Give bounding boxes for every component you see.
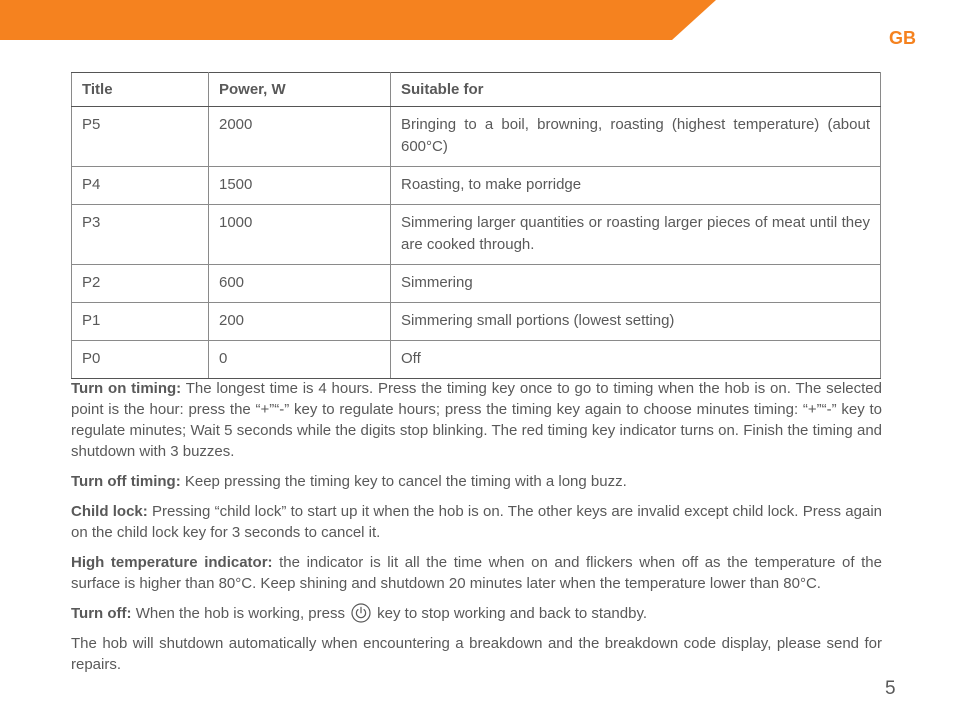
cell-power: 1500 [209, 167, 391, 205]
paragraph-breakdown [71, 633, 882, 675]
text-turn-off-before: When the hob is working, press [131, 605, 345, 622]
cell-title: P5 [72, 107, 209, 167]
power-settings-table [71, 72, 881, 379]
text-turn-on-timing: The longest time is 4 hours. Press the timing key once to go to timing when the hob is on. The selected point is the hour: press the “+”“-” key to regulate hours; press the timing key again to choose minutes timing: “+”“-” key to regulate minutes; Wait 5 seconds while the digits stop blinking. The red timing key indicator turns on. Finish the timing and shutdown with 3 buzzes. [71, 380, 882, 460]
label-turn-off: Turn off: [71, 605, 132, 622]
text-breakdown: The hob will shutdown automatically when encountering a breakdown and the breakdown code display, please send for repairs. [71, 635, 882, 673]
cell-power: 2000 [209, 107, 391, 167]
cell-power: 200 [209, 303, 391, 341]
cell-power: 600 [209, 265, 391, 303]
cell-suitable: Roasting, to make porridge [391, 167, 881, 205]
label-turn-on-timing: Turn on timing: [71, 380, 182, 397]
text-child-lock: Pressing “child lock” to start up it when the hob is on. The other keys are invalid except child lock. Press again on the child lock key for 3 seconds to cancel it. [71, 503, 882, 541]
cell-title: P3 [72, 205, 209, 265]
instructions-body [71, 378, 882, 684]
paragraph-turn-off [71, 603, 882, 624]
cell-power: 1000 [209, 205, 391, 265]
cell-suitable: Simmering small portions (lowest setting) [391, 303, 881, 341]
text-turn-off-timing: Keep pressing the timing key to cancel the timing with a long buzz. [180, 473, 627, 490]
table-row [72, 303, 881, 341]
label-child-lock: Child lock: [71, 503, 148, 520]
header-title: Title [72, 73, 209, 107]
cell-title: P1 [72, 303, 209, 341]
cell-title: P0 [72, 341, 209, 379]
paragraph-high-temp [71, 552, 882, 594]
language-label: GB [889, 28, 916, 48]
label-high-temp: High temperature indicator: [71, 554, 273, 571]
cell-title: P4 [72, 167, 209, 205]
table-row [72, 205, 881, 265]
paragraph-child-lock [71, 501, 882, 543]
paragraph-turn-on-timing [71, 378, 882, 462]
header-banner [0, 0, 716, 40]
table-row [72, 107, 881, 167]
label-turn-off-timing: Turn off timing: [71, 473, 181, 490]
table-header-row [72, 73, 881, 107]
header-power: Power, W [209, 73, 391, 107]
cell-suitable: Off [391, 341, 881, 379]
cell-title: P2 [72, 265, 209, 303]
cell-power: 0 [209, 341, 391, 379]
cell-suitable: Simmering [391, 265, 881, 303]
text-high-temp: the indicator is lit all the time when on and flickers when off as the temperature of the surface is higher than 80°C. Keep shining and shutdown 20 minutes later when the temperature lower than 80°C. [71, 554, 882, 592]
table-row [72, 341, 881, 379]
table-row [72, 167, 881, 205]
paragraph-turn-off-timing [71, 471, 882, 492]
header-suitable-for: Suitable for [391, 73, 881, 107]
page-number: 5 [885, 678, 896, 699]
power-icon [351, 603, 371, 623]
cell-suitable: Simmering larger quantities or roasting larger pieces of meat until they are cooked through. [391, 205, 881, 265]
text-turn-off-after: key to stop working and back to standby. [372, 605, 648, 622]
cell-suitable: Bringing to a boil, browning, roasting (highest temperature) (about 600°C) [391, 107, 881, 167]
table-row [72, 265, 881, 303]
